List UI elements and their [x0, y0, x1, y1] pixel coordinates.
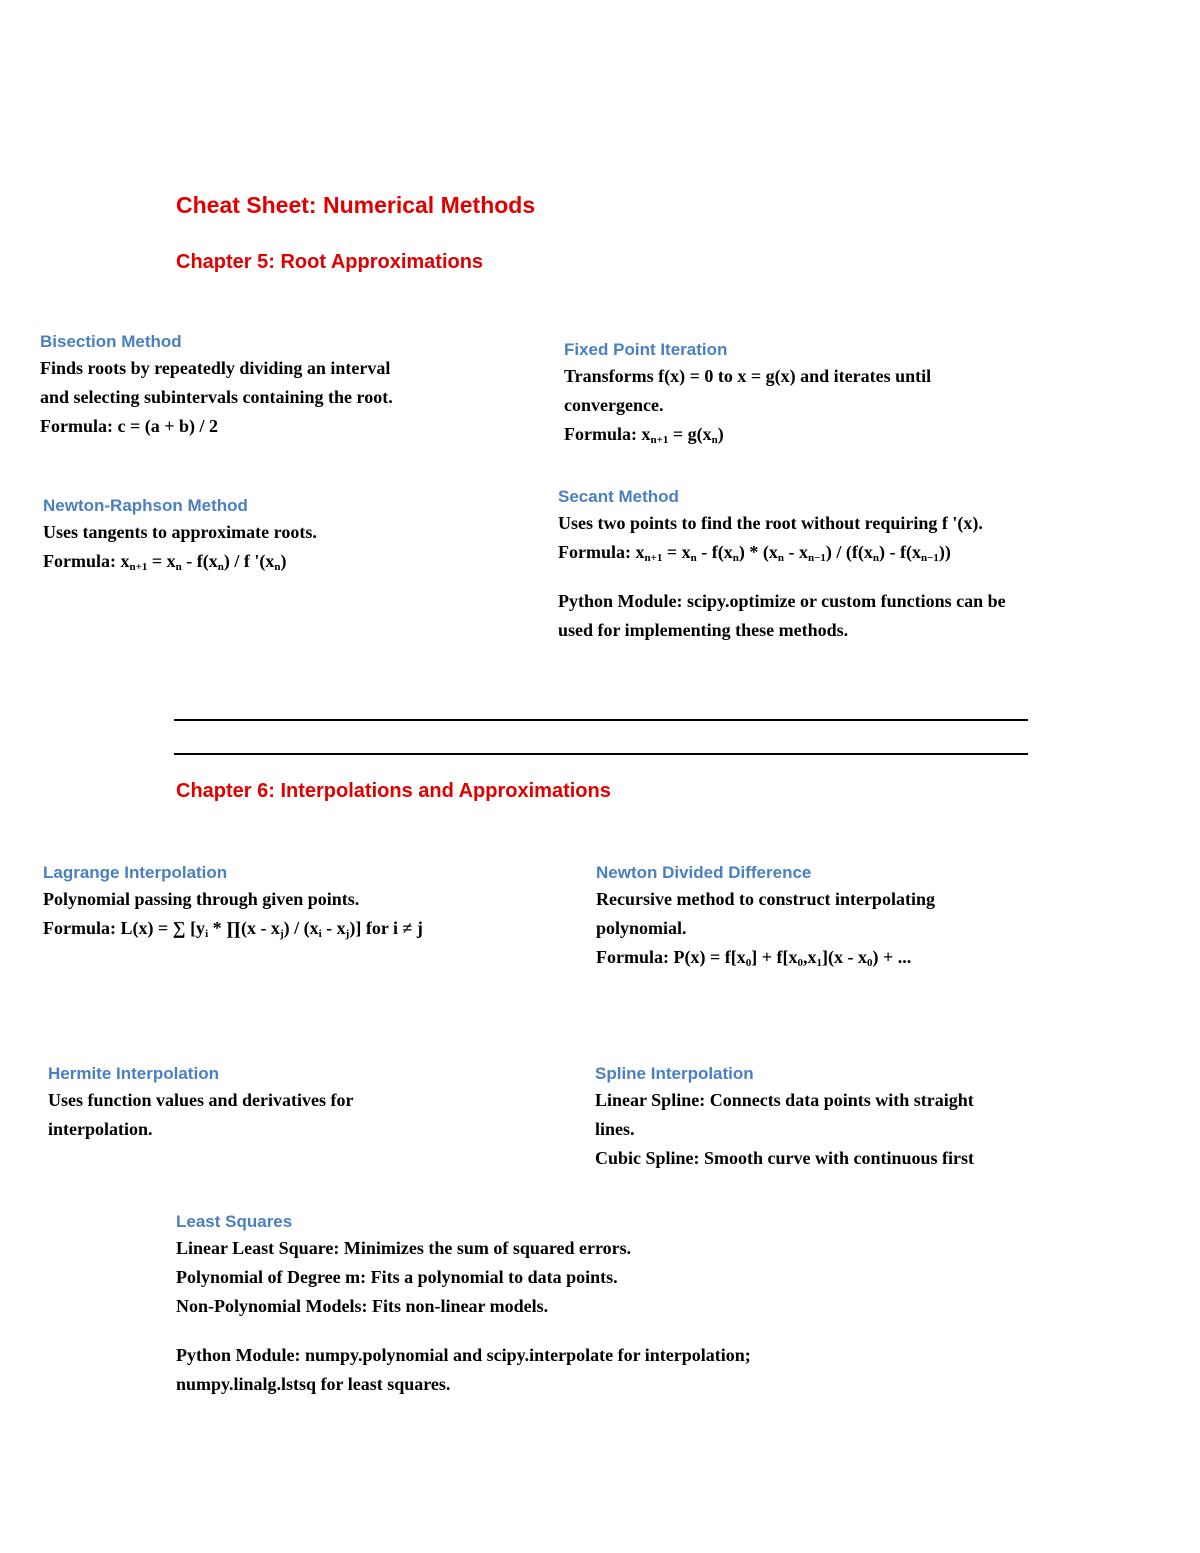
spline-section: [595, 1064, 974, 1173]
bisection-text-1: Finds roots by repeatedly dividing an interval: [40, 358, 391, 378]
fixed-point-text-1: Transforms f(x) = 0 to x = g(x) and iterates until: [564, 366, 932, 386]
least-squares-text-3: Non-Polynomial Models: Fits non-linear models.: [176, 1296, 549, 1316]
secant-section: [558, 487, 1006, 645]
newton-raphson-heading: Newton-Raphson Method: [43, 496, 248, 515]
fixed-point-formula: Formula: $x_{n+1} = g(x_n)$: [564, 424, 724, 446]
chapter-5-heading: Chapter 5: Root Approximations: [176, 251, 484, 273]
python-interp-text-1: Python Module: numpy.polynomial and scipy.interpolate for interpolation;: [176, 1345, 751, 1365]
lagrange-text-1: Polynomial passing through given points.: [43, 889, 360, 909]
python-module-text-2: used for implementing these methods.: [558, 620, 849, 640]
hermite-section: [48, 1064, 354, 1144]
chapter-6-heading: Chapter 6: Interpolations and Approximations: [176, 780, 611, 802]
bisection-heading: Bisection Method: [40, 332, 182, 351]
lagrange-heading: Lagrange Interpolation: [43, 863, 228, 882]
newton-raphson-section: [43, 496, 317, 576]
fixed-point-heading: Fixed Point Iteration: [564, 340, 728, 359]
secant-heading: Secant Method: [558, 487, 679, 506]
bisection-formula: Formula: c = (a + b) / 2: [40, 416, 218, 436]
least-squares-text-1: Linear Least Square: Minimizes the sum of squared errors.: [176, 1238, 632, 1258]
spline-text-3: Cubic Spline: Smooth curve with continuous first: [595, 1148, 975, 1168]
bisection-section: [40, 332, 393, 441]
hermite-text-2: interpolation.: [48, 1119, 153, 1139]
least-squares-heading: Least Squares: [176, 1212, 293, 1231]
bisection-text-2: and selecting subintervals containing the root.: [40, 387, 393, 407]
newton-divided-difference-heading: Newton Divided Difference: [596, 863, 812, 882]
newton-raphson-formula: Formula: $x_{n+1} = x_n - f(x_n) / f$ '$(x_n)$: [43, 551, 287, 573]
secant-formula: Formula: $x_{n+1} = x_n - f(x_n) * (x_n - x_{n-1}) / (f(x_n) - f(x_{n-1}))$: [558, 542, 951, 564]
divider-line-top: [174, 719, 1028, 721]
newton-divided-difference-section: [596, 863, 935, 972]
least-squares-text-2: Polynomial of Degree m: Fits a polynomial to data points.: [176, 1267, 618, 1287]
lagrange-section: [43, 863, 423, 943]
lagrange-formula: Formula: L(x) = ∑ [$y_i$ * ∏(x - $x_j) / (x_i - x_j)$] for i ≠ j: [43, 918, 423, 940]
fixed-point-section: [564, 340, 931, 449]
newton-dd-text-2: polynomial.: [596, 918, 687, 938]
least-squares-section: [176, 1212, 751, 1399]
hermite-text-1: Uses function values and derivatives for: [48, 1090, 354, 1110]
secant-text-1: Uses two points to find the root without requiring f '(x).: [558, 513, 983, 533]
newton-raphson-text-1: Uses tangents to approximate roots.: [43, 522, 317, 542]
spline-text-2: lines.: [595, 1119, 635, 1139]
python-module-text-1: Python Module: scipy.optimize or custom functions can be: [558, 591, 1006, 611]
python-interp-text-2: numpy.linalg.lstsq for least squares.: [176, 1374, 451, 1394]
newton-dd-text-1: Recursive method to construct interpolating: [596, 889, 935, 909]
spline-heading: Spline Interpolation: [595, 1064, 754, 1083]
page-title: Cheat Sheet: Numerical Methods: [176, 192, 536, 218]
newton-dd-formula: Formula: $P(x) = f[x_0] + f[x_0,x_1](x - x_0)$ + ...: [596, 947, 912, 969]
divider-line-bottom: [174, 753, 1028, 755]
hermite-heading: Hermite Interpolation: [48, 1064, 219, 1083]
fixed-point-text-2: convergence.: [564, 395, 664, 415]
spline-text-1: Linear Spline: Connects data points with straight: [595, 1090, 974, 1110]
